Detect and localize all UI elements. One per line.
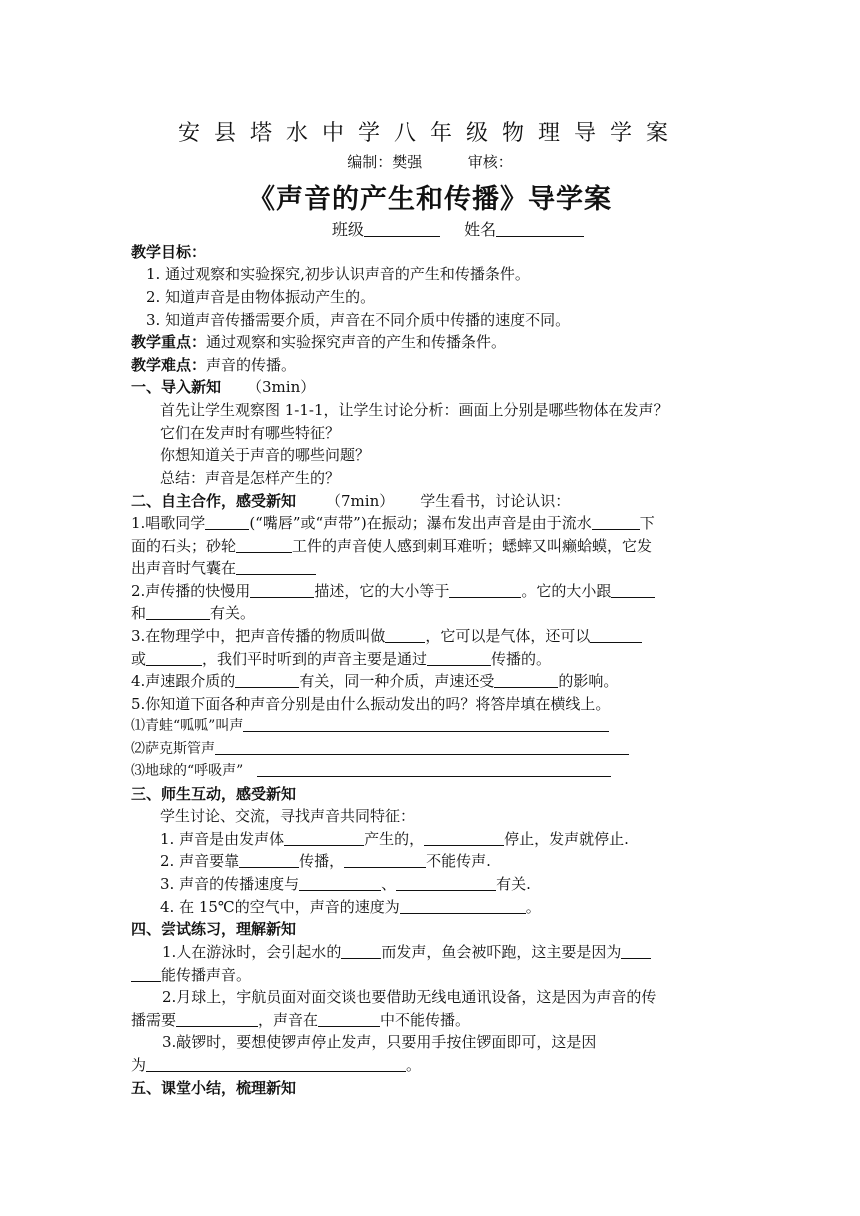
section2-time: （7min） [326,492,395,510]
answer-blank[interactable] [424,830,504,846]
question-3-line-2 [131,649,551,669]
answer-blank[interactable] [284,830,364,846]
s3-text: 。 [525,898,541,916]
practice-1-line-2 [131,965,251,985]
q1-text: 下 [639,514,655,532]
q3-text: 3.在物理学中，把声音传播的物质叫做 [131,627,386,645]
question-2-line-1 [131,581,655,601]
practice-2-line-1: 2.月球上，宇航员面对面交谈也要借助无线电通讯设备，这是因为声音的传 [162,988,657,1006]
section3-item-4 [160,897,541,917]
q5-item-label: ⑴青蛙“呱呱”叫声 [131,718,244,734]
practice-2-line-2 [131,1010,470,1030]
practice-1-line-1 [162,942,651,962]
answer-blank[interactable] [344,852,426,868]
q3-text: 传播的。 [491,650,552,668]
section2-heading: 二、自主合作，感受新知 [131,492,297,510]
q5-item-1 [131,716,609,736]
author-line [0,151,860,172]
section1-heading-line [131,377,315,397]
page-title: 《声音的产生和传播》导学案 [248,184,612,215]
answer-blank[interactable] [621,943,651,959]
section2-note: 学生看书，讨论认识： [420,492,571,510]
answer-blank[interactable] [257,761,611,777]
practice-3-line-1: 3.敲锣时，要想使锣声停止发声，只要用手按住锣面即可，这是因 [162,1033,597,1051]
answer-blank[interactable] [449,582,521,598]
answer-blank[interactable] [243,716,609,732]
s3-text: 1. 声音是由发声体 [160,830,285,848]
q3-text: 或 [131,650,147,668]
answer-blank[interactable] [236,559,316,575]
section3-heading: 三、师生互动，感受新知 [131,785,297,803]
section1-line: 首先让学生观察图 1-1-1，让学生讨论分析：画面上分别是哪些物体在发声？ [160,401,669,419]
difficulty-label: 教学难点： [131,356,207,374]
difficulty-line [131,355,296,375]
difficulty-text: 声音的传播。 [206,356,297,374]
q3-text: ，它可以是气体，还可以 [425,627,591,645]
question-3-line-1 [131,626,642,646]
section4-heading: 四、尝试练习，理解新知 [131,920,297,938]
q2-text: 描述，它的大小等于 [314,582,450,600]
q1-text: 1.唱歌同学 [131,514,206,532]
q5-item-label: ⑵萨克斯管声 [131,741,215,757]
editor-label: 编制：樊强 [347,153,423,171]
question-1-line-3 [131,558,316,578]
name-blank[interactable] [496,221,584,237]
class-blank[interactable] [364,221,440,237]
answer-blank[interactable] [176,1011,258,1027]
s3-text: 有关. [496,875,531,893]
section5-heading: 五、课堂小结，梳理新知 [131,1079,297,1097]
p3-text: 为 [131,1056,147,1074]
key-point-line [131,332,506,352]
answer-blank[interactable] [396,875,496,891]
s3-text: 停止，发声就停止. [504,830,629,848]
practice-3-line-2 [131,1055,421,1075]
answer-blank[interactable] [146,604,210,620]
answer-blank[interactable] [146,650,202,666]
class-name-line [0,217,860,240]
q2-text: 有关。 [210,604,256,622]
q4-text: 的影响。 [558,672,619,690]
objective-item: 2. 知道声音是由物体振动产生的。 [146,288,376,306]
answer-blank[interactable] [385,627,425,643]
question-1-line-2 [131,536,652,556]
key-point-text: 通过观察和实验探究声音的产生和传播条件。 [206,333,507,351]
p1-text: 能传播声音。 [161,966,252,984]
s3-text: 产生的， [364,830,425,848]
answer-blank[interactable] [590,627,642,643]
answer-blank[interactable] [427,650,491,666]
question-4 [131,671,618,691]
question-1-line-1 [131,513,655,533]
answer-blank[interactable] [215,739,629,755]
answer-blank[interactable] [205,514,249,530]
answer-blank[interactable] [299,875,381,891]
section1-line: 总结：声音是怎样产生的？ [160,469,341,487]
school-title: 安县塔水中学八年级物理导学案 [177,121,682,146]
q4-text: 有关，同一种介质，声速还受 [299,672,495,690]
s3-text: 传播， [299,852,345,870]
answer-blank[interactable] [236,537,292,553]
q5-item-label: ⑶地球的“呼吸声” [131,763,244,779]
p2-text: 播需要 [131,1011,177,1029]
p1-text: 1.人在游泳时，会引起水的 [162,943,342,961]
q1-text: 工件的声音使人感到刺耳难听；蟋蟀又叫癞蛤蟆，它发 [292,537,653,555]
answer-blank[interactable] [131,966,161,982]
answer-blank[interactable] [239,852,299,868]
section1-line: 它们在发声时有哪些特征？ [160,424,341,442]
answer-blank[interactable] [250,582,314,598]
s3-text: 4. 在 15℃的空气中，声音的速度为 [160,898,400,916]
section1-heading: 一、导入新知 [131,378,222,396]
p2-text: ，声音在 [258,1011,319,1029]
class-label: 班级 [331,220,364,239]
section3-item-3 [160,874,531,894]
answer-blank[interactable] [400,898,526,914]
q2-text: 。它的大小跟 [521,582,612,600]
objective-item: 3. 知道声音传播需要介质，声音在不同介质中传播的速度不同。 [146,311,571,329]
q2-text: 2.声传播的快慢用 [131,582,251,600]
section2-heading-line [131,491,570,511]
q1-text: (“嘴唇”或“声带”)在振动；瀑布发出声音是由于流水 [249,514,592,532]
q2-text: 和 [131,604,147,622]
q3-text: ，我们平时听到的声音主要是通过 [202,650,428,668]
answer-blank[interactable] [235,672,299,688]
s3-text: 不能传声. [426,852,491,870]
answer-blank[interactable] [592,514,640,530]
section3-intro: 学生讨论、交流，寻找声音共同特征： [160,807,416,825]
q5-item-3 [131,761,611,781]
q5-item-2 [131,739,629,759]
objective-item: 1. 通过观察和实验探究,初步认识声音的产生和传播条件。 [146,265,530,283]
p3-text: 。 [406,1056,422,1074]
s3-text: 3. 声音的传播速度与 [160,875,300,893]
q4-text: 4.声速跟介质的 [131,672,236,690]
answer-blank[interactable] [494,672,558,688]
answer-blank[interactable] [341,943,381,959]
q1-text: 面的石头；砂轮 [131,537,237,555]
name-label: 姓名 [464,220,497,239]
answer-blank[interactable] [146,1056,406,1072]
q1-text: 出声音时气囊在 [131,559,237,577]
section3-item-2 [160,851,491,871]
section1-line: 你想知道关于声音的哪些问题？ [160,446,371,464]
section1-time: （3min） [247,378,316,396]
s3-text: 2. 声音要靠 [160,852,240,870]
question-5: 5.你知道下面各种声音分别是由什么振动发出的吗？将答岸填在横线上。 [131,695,611,713]
answer-blank[interactable] [611,582,655,598]
p2-text: 中不能传播。 [380,1011,471,1029]
objectives-heading: 教学目标： [131,243,207,261]
answer-blank[interactable] [318,1011,380,1027]
reviewer-label: 审核： [467,153,513,171]
section3-item-1 [160,829,629,849]
p1-text: 而发声，鱼会被吓跑，这主要是因为 [381,943,622,961]
s3-text: 、 [381,875,397,893]
question-2-line-2 [131,603,255,623]
key-point-label: 教学重点： [131,333,207,351]
